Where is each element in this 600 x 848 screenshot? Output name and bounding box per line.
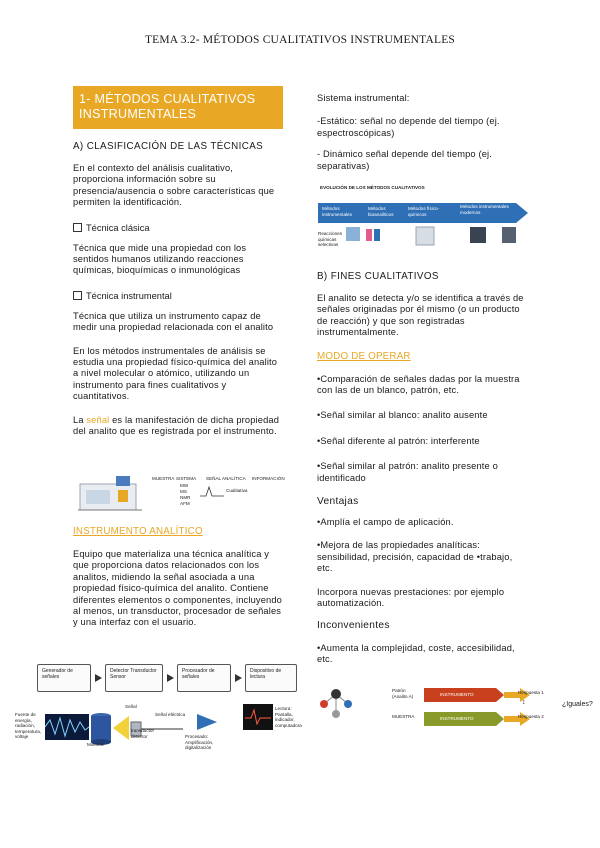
inconvenientes-heading: Inconvenientes bbox=[317, 619, 390, 631]
senal-highlight: señal bbox=[86, 414, 110, 425]
checkbox-icon bbox=[73, 223, 82, 232]
evolucion-step-3: Métodos físico-químicos bbox=[408, 206, 440, 217]
molecule-icon bbox=[316, 684, 356, 724]
diagram-senal: Señal bbox=[125, 704, 137, 709]
sistema-heading: Sistema instrumental: bbox=[317, 93, 410, 103]
comparison-resp1: Respuesta 1 bbox=[518, 690, 544, 695]
arrow-icon bbox=[95, 674, 102, 682]
fig1-senal: SEÑAL ANALÍTICA bbox=[206, 476, 246, 481]
block-procesador: Procesador de señales bbox=[177, 664, 231, 692]
instrument-figure bbox=[76, 470, 288, 514]
fines-paragraph: El analito se detecta y/o se identifica a través de señales originadas por él mismo (o un producto de reacción) y que son registradas instrumentalmente. bbox=[317, 293, 524, 338]
diagram-muestra: Muestra bbox=[87, 742, 104, 747]
section-b-heading: B) FINES CUALITATIVOS bbox=[317, 271, 439, 282]
tecnica-instrumental-item bbox=[73, 291, 283, 301]
senal-paragraph: La señal es la manifestación de dicha propiedad del analito que es registrada por el instrumento. bbox=[73, 414, 280, 437]
modo-item-1: •Comparación de señales dadas por la muestra con las de un blanco, patrón, etc. bbox=[317, 373, 520, 396]
left-column bbox=[73, 86, 283, 438]
signal-curve-icon bbox=[200, 484, 224, 498]
instrument-illustration bbox=[76, 470, 146, 514]
diagram-src: Fuente de energía, radiación, temperatura, voltaje bbox=[15, 712, 42, 739]
diagram-lectura: Lectura: Pantalla, indicador, computadora bbox=[275, 706, 302, 728]
intro-paragraph: En el contexto del análisis cualitativo, proporciona información sobre su presencia/ausencia o sobre características que permiten la identificación. bbox=[73, 163, 275, 208]
modo-item-3: •Señal diferente al patrón: interferente bbox=[317, 435, 480, 446]
diagram-detector: detector bbox=[131, 734, 148, 739]
fig1-info: INFORMACIÓN bbox=[252, 476, 285, 481]
ventajas-item-1: •Amplía el campo de aplicación. bbox=[317, 517, 454, 528]
evolucion-arrow bbox=[316, 193, 530, 253]
tecnica-instrumental-label: Técnica instrumental bbox=[86, 290, 172, 301]
diagram-senal-electrica: Señal eléctrica bbox=[155, 712, 186, 717]
evolucion-title: EVOLUCIÓN DE LOS MÉTODOS CUALITATIVOS bbox=[320, 185, 425, 190]
dinamico-text: - Dinámico señal depende del tiempo (ej. separativas) bbox=[317, 149, 492, 171]
compare-arrow-icon: ↕ bbox=[522, 699, 526, 706]
fig1-m3: NMR bbox=[180, 495, 191, 500]
comparison-row2-label: MUESTRA bbox=[392, 714, 415, 719]
fig1-m2: MS bbox=[180, 489, 187, 494]
fig1-sistema: SISTEMA bbox=[176, 476, 197, 481]
evolucion-step-2: Métodos bioanalíticos bbox=[368, 206, 394, 217]
tecnica-clasica-item bbox=[73, 223, 283, 233]
tecnica-instrumental-text: Técnica que utiliza un instrumento capaz de medir una propiedad relacionada con el analito bbox=[73, 310, 274, 333]
evolucion-figure bbox=[316, 185, 530, 251]
instrumento-paragraph: Equipo que materializa una técnica analítica y que proporciona datos relacionados con los analitos, midiendo la señal asociada a una propiedad físico-química del analito. Contiene diferentes elementos o componentes, incluyendo al menos, un transductor, procesador de señales y una interfaz con el usuario. bbox=[73, 549, 282, 628]
comparison-diagram bbox=[316, 684, 596, 734]
section-a-heading: A) CLASIFICACIÓN DE LAS TÉCNICAS bbox=[73, 141, 264, 152]
tecnica-clasica-text: Técnica que mide una propiedad con los sentidos humanos utilizando reacciones químicas, bioquímicas o inmunológicas bbox=[73, 242, 247, 276]
tecnica-clasica-label: Técnica clásica bbox=[86, 222, 150, 233]
instrumento-heading: INSTRUMENTO ANALÍTICO bbox=[73, 526, 203, 537]
estatico-text: -Estático: señal no depende del tiempo (ej. espectroscópicas) bbox=[317, 116, 500, 138]
diagram-procesado: Procesado: Amplificación, digitalización bbox=[185, 734, 214, 750]
evolucion-step-4: Métodos instrumentales modernos bbox=[460, 204, 509, 215]
arrow-icon bbox=[235, 674, 242, 682]
comparison-inst-1: INSTRUMENTO bbox=[440, 692, 474, 697]
fines-section bbox=[317, 271, 529, 665]
fig1-muestra: MUESTRA bbox=[152, 476, 175, 481]
arrow-icon bbox=[167, 674, 174, 682]
ventajas-item-3: Incorpora nuevas prestaciones: por ejemplo automatización. bbox=[317, 586, 505, 609]
amplifier-icon bbox=[195, 712, 219, 732]
comparison-row1-label: Patrón (Analito A) bbox=[392, 688, 414, 699]
block-detector: Detector Transductor Sensor bbox=[105, 664, 163, 692]
display-icon bbox=[243, 704, 273, 730]
fig1-m4: AFM bbox=[180, 501, 190, 506]
instrumento-section bbox=[73, 526, 283, 629]
diagram-transductor: transductor bbox=[131, 728, 154, 733]
fig1-curve-label: Cualitativa bbox=[226, 488, 248, 493]
block-lectura: Dispositivo de lectura bbox=[245, 664, 297, 692]
metodos-paragraph: En los métodos instrumentales de análisis se estudia una propiedad físico-química del analito a nivel molecular o atómico, utilizando un instrumento para fines cualitativos y cuantitativos. bbox=[73, 345, 278, 402]
comparison-question: ¿Iguales? bbox=[562, 701, 593, 708]
inconvenientes-item-1: •Aumenta la complejidad, coste, accesibilidad, etc. bbox=[317, 642, 515, 664]
evolucion-step-1: Métodos instrumentales bbox=[322, 206, 352, 217]
fig1-m1: MW bbox=[180, 483, 189, 488]
right-column bbox=[317, 93, 529, 172]
modo-heading: MODO DE OPERAR bbox=[317, 350, 411, 362]
page-title: TEMA 3.2- MÉTODOS CUALITATIVOS INSTRUMENTALES bbox=[144, 34, 456, 46]
ventajas-item-2: •Mejora de las propiedades analíticas: sensibilidad, precisión, capacidad de •trabajo, etc. bbox=[317, 540, 513, 574]
instrument-block-diagram bbox=[15, 660, 302, 750]
evolucion-side: Reacciones químicas selectivas bbox=[318, 231, 343, 247]
block-generador: Generador de señales bbox=[37, 664, 91, 692]
comparison-inst-2: INSTRUMENTO bbox=[440, 716, 474, 721]
section-banner: 1- MÉTODOS CUALITATIVOS INSTRUMENTALES bbox=[73, 86, 283, 129]
modo-item-2: •Señal similar al blanco: analito ausente bbox=[317, 410, 488, 421]
comparison-resp2: Respuesta 2 bbox=[518, 714, 544, 719]
modo-item-4: •Señal similar al patrón: analito presente o identificado bbox=[317, 461, 498, 483]
ventajas-heading: Ventajas bbox=[317, 496, 359, 508]
checkbox-icon bbox=[73, 291, 82, 300]
